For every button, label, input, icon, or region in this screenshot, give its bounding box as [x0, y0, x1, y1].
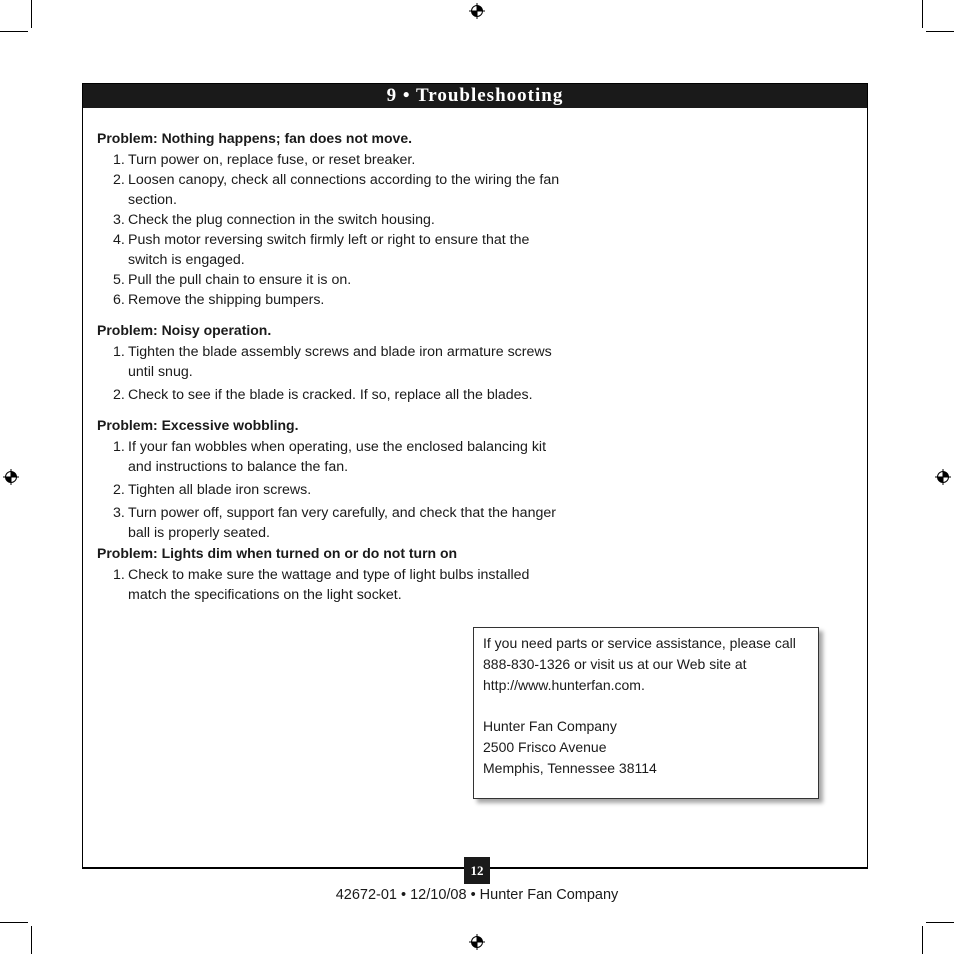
crop-mark	[922, 926, 923, 954]
list-item	[97, 437, 567, 477]
step-number: 2.	[113, 482, 125, 498]
problem-heading: Problem: Excessive wobbling.	[97, 417, 299, 433]
step-number: 6.	[113, 292, 125, 308]
crop-mark	[0, 922, 28, 923]
step-text: Check to make sure the wattage and type of light bulbs installed match the specifications on the light socket.	[128, 567, 530, 603]
list-item	[97, 150, 567, 170]
step-list	[97, 150, 567, 310]
crop-mark	[926, 922, 954, 923]
step-number: 4.	[113, 232, 125, 248]
registration-mark-icon	[469, 934, 485, 950]
step-text: Loosen canopy, check all connections according to the wiring the fan section.	[128, 172, 560, 208]
registration-mark-icon	[469, 3, 485, 19]
step-list	[97, 342, 567, 405]
step-number: 1.	[113, 152, 125, 168]
crop-mark	[926, 31, 954, 32]
step-text: Tighten all blade iron screws.	[128, 482, 312, 498]
crop-mark	[31, 0, 32, 28]
list-item	[97, 230, 567, 270]
company-city: Memphis, Tennessee 38114	[483, 759, 657, 776]
problem-section	[97, 320, 567, 405]
problem-section	[97, 543, 567, 605]
step-text: If your fan wobbles when operating, use the enclosed balancing kit and instructions to balance the fan.	[128, 439, 547, 475]
problem-heading: Problem: Nothing happens; fan does not move.	[97, 130, 413, 146]
troubleshooting-content	[97, 128, 567, 615]
service-phone: 888-830-1326 or visit us at our Web site at	[483, 655, 747, 672]
step-text: Pull the pull chain to ensure it is on.	[128, 272, 352, 288]
step-text: Remove the shipping bumpers.	[128, 292, 325, 308]
list-item	[97, 565, 567, 605]
list-item	[97, 480, 567, 500]
step-number: 1.	[113, 439, 125, 455]
problem-section	[97, 415, 567, 543]
problem-section	[97, 128, 567, 310]
footer: 42672-01 • 12/10/08 • Hunter Fan Company	[335, 887, 619, 903]
crop-mark	[922, 0, 923, 28]
list-item	[97, 210, 567, 230]
service-website: http://www.hunterfan.com.	[483, 676, 645, 693]
crop-mark	[0, 31, 28, 32]
list-item	[97, 503, 567, 543]
registration-mark-icon	[935, 469, 951, 485]
problem-heading: Problem: Lights dim when turned on or do not turn on	[97, 545, 458, 561]
service-info-box	[473, 627, 819, 799]
list-item	[97, 342, 567, 382]
step-number: 1.	[113, 344, 125, 360]
step-text: Push motor reversing switch firmly left or right to ensure that the switch is engaged.	[128, 232, 530, 268]
list-item	[97, 290, 567, 310]
crop-mark	[31, 926, 32, 954]
list-item	[97, 270, 567, 290]
step-number: 5.	[113, 272, 125, 288]
step-list	[97, 437, 567, 543]
service-text: If you need parts or service assistance, please call	[483, 635, 796, 651]
company-name: Hunter Fan Company	[483, 718, 617, 735]
page-title: 9 • Troubleshooting	[83, 84, 867, 108]
step-number: 3.	[113, 505, 125, 521]
step-list	[97, 565, 567, 605]
problem-heading: Problem: Noisy operation.	[97, 322, 272, 338]
list-item	[97, 385, 567, 405]
company-street: 2500 Frisco Avenue	[483, 738, 607, 755]
page-number: 12	[464, 857, 490, 884]
step-text: Check the plug connection in the switch housing.	[128, 212, 435, 228]
step-text: Turn power off, support fan very carefully, and check that the hanger ball is properly seated.	[128, 505, 556, 541]
step-text: Turn power on, replace fuse, or reset breaker.	[128, 152, 416, 168]
page-frame	[82, 83, 868, 878]
step-text: Check to see if the blade is cracked. If so, replace all the blades.	[128, 387, 533, 403]
list-item	[97, 170, 567, 210]
registration-mark-icon	[3, 469, 19, 485]
step-number: 3.	[113, 212, 125, 228]
step-number: 2.	[113, 172, 125, 188]
step-number: 1.	[113, 567, 125, 583]
step-number: 2.	[113, 387, 125, 403]
step-text: Tighten the blade assembly screws and blade iron armature screws until snug.	[128, 344, 552, 380]
